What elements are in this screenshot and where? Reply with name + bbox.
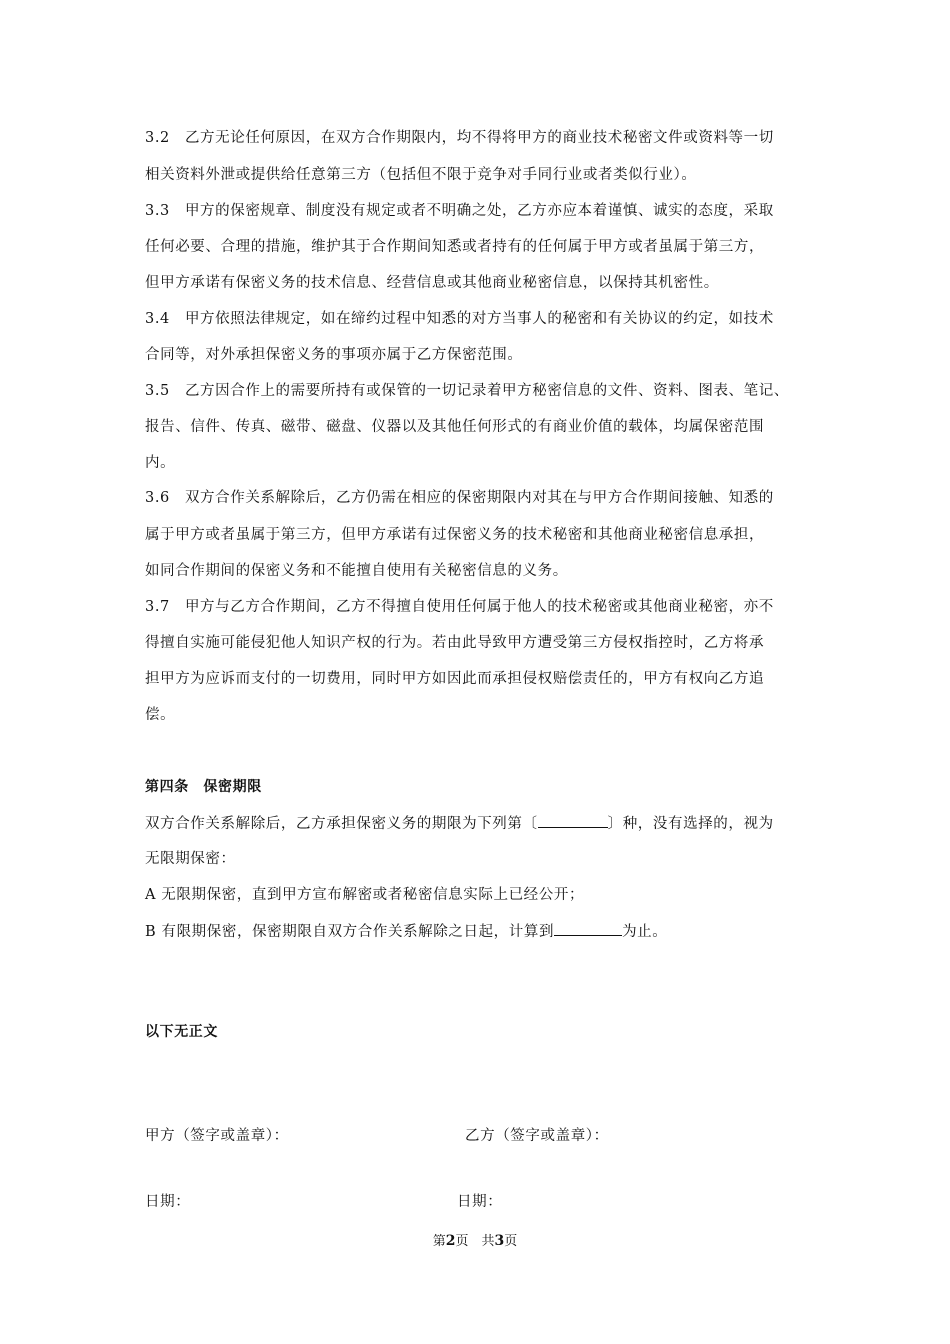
footer-suffix: 页 [504, 1234, 518, 1249]
footer-prefix: 第 [432, 1234, 446, 1249]
clause-3-5-line-3: 内。 [145, 455, 176, 471]
end-of-text-note: 以下无正文 [145, 1024, 218, 1040]
clause-3-7-line-3: 担甲方为应诉而支付的一切费用，同时甲方如因此而承担侵权赔偿责任的，甲方有权向乙方追 [145, 671, 765, 687]
clause-3-6-line-3: 如同合作期间的保密义务和不能擅自使用有关秘密信息的义务。 [145, 563, 568, 579]
article-4-intro-after: 〕种，没有选择的，视为 [607, 816, 774, 832]
period-choice-blank [538, 813, 608, 828]
page-footer [0, 1230, 950, 1249]
clause-3-3-line-3: 但甲方承诺有保密义务的技术信息、经营信息或其他商业秘密信息，以保持其机密性。 [145, 275, 719, 291]
option-b-after: 为止。 [622, 924, 668, 940]
clause-3-2-line-1: 3.2 乙方无论任何原因，在双方合作期限内，均不得将甲方的商业技术秘密文件或资料等一切 [145, 130, 774, 146]
clause-3-4-line-1: 3.4 甲方依照法律规定，如在缔约过程中知悉的对方当事人的秘密和有关协议的约定，如技术 [145, 311, 774, 327]
clause-3-3-line-2: 任何必要、合理的措施，维护其于合作期间知悉或者持有的任何属于甲方或者虽属于第三方， [145, 239, 765, 255]
clause-3-6-line-2: 属于甲方或者虽属于第三方，但甲方承诺有过保密义务的技术秘密和其他商业秘密信息承担， [145, 527, 765, 543]
current-page-number: 2 [445, 1233, 456, 1249]
clause-3-5-line-2: 报告、信件、传真、磁带、磁盘、仪器以及其他任何形式的有商业价值的载体，均属保密范围 [145, 419, 765, 435]
clause-3-7-line-2: 得擅自实施可能侵犯他人知识产权的行为。若由此导致甲方遭受第三方侵权指控时，乙方将承 [145, 635, 765, 651]
article-4-intro-line-2: 无限期保密： [145, 851, 236, 867]
article-4-intro-line-1 [145, 813, 825, 834]
clause-3-5-line-1: 3.5 乙方因合作上的需要所持有或保管的一切记录着甲方秘密信息的文件、资料、图表、笔记、 [145, 383, 789, 399]
clause-3-3-line-1: 3.3 甲方的保密规章、制度没有规定或者不明确之处，乙方亦应本着谨慎、诚实的态度，采取 [145, 203, 774, 219]
footer-middle: 页 共 [455, 1234, 495, 1249]
article-4-intro-before: 双方合作关系解除后，乙方承担保密义务的期限为下列第〔 [145, 816, 538, 832]
clause-3-2-line-2: 相关资料外泄或提供给任意第三方（包括但不限于竞争对手同行业或者类似行业）。 [145, 167, 697, 183]
clause-3-7-line-4: 偿。 [145, 707, 176, 723]
article-4-option-a: A 无限期保密，直到甲方宣布解密或者秘密信息实际上已经公开； [145, 887, 585, 903]
party-a-date-label: 日期： [145, 1194, 191, 1210]
end-date-blank [554, 921, 622, 936]
party-b-signature-label: 乙方（签字或盖章）： [465, 1128, 609, 1144]
total-pages-number: 3 [494, 1233, 505, 1249]
party-a-signature-label: 甲方（签字或盖章）： [145, 1128, 289, 1144]
clause-3-6-line-1: 3.6 双方合作关系解除后，乙方仍需在相应的保密期限内对其在与甲方合作期间接触、知悉的 [145, 490, 774, 506]
party-b-date-label: 日期： [457, 1194, 503, 1210]
article-4-option-b [145, 921, 825, 942]
clause-3-4-line-2: 合同等，对外承担保密义务的事项亦属于乙方保密范围。 [145, 347, 523, 363]
option-b-before: B 有限期保密，保密期限自双方合作关系解除之日起，计算到 [145, 924, 555, 940]
article-4-heading: 第四条 保密期限 [145, 779, 262, 795]
clause-3-7-line-1: 3.7 甲方与乙方合作期间，乙方不得擅自使用任何属于他人的技术秘密或其他商业秘密，亦不 [145, 599, 774, 615]
